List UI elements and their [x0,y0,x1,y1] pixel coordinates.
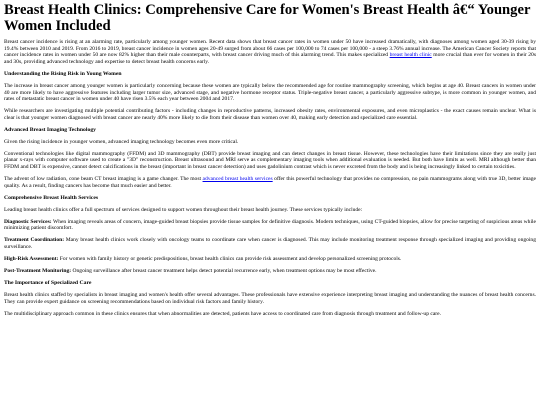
service-text: When imaging reveals areas of concern, image-guided breast biopsies provide tissue samples for definitive diagnosis. Modern techniques, using CT-guided biopsies, allow for precise targeting of suspicious areas while minimizing patient discomfort. [4,218,536,232]
service-item [4,237,536,250]
breast-health-clinic-link[interactable]: breast health clinic [389,52,432,59]
page-title: Breast Health Clinics: Comprehensive Care for Women's Breast Health â€“ Younger Women Included [4,2,531,34]
section-heading-imaging: Advanced Breast Imaging Technology [4,126,97,133]
risk-paragraph-1: The increase in breast cancer among younger women is particularly concerning because these women are typically below the recommended age for routine mammography screening, which begins at age 40. Breast cancers in women under 40 are more likely to have aggressive features including larger tumor size, advanced stage, and negative hormone receptor status. Triple-negative breast cancer, a particularly aggressive subtype, is more common in younger women, and rates of metastatic breast cancer in women under 40 have risen 3.5% each year between 2004 and 2017. [4,82,536,103]
service-label: Post-Treatment Monitoring: [4,267,72,274]
service-label: Treatment Coordination: [4,237,65,244]
risk-paragraph-2: While researchers are investigating multiple potential contributing factors - including changes in reproductive patterns, increased obesity rates, environmental exposures, and even microplastics - the exact causes remain unclear. What is clear is that younger women diagnosed with breast cancer are nearly 40% more likely to die from their disease than women over 40, making early detection and specialized care essential. [4,108,536,121]
service-text: Many breast health clinics work closely with oncology teams to coordinate care when cancer is diagnosed. This may include monitoring treatment response through specialized imaging and providing ongoing surveillance. [4,237,536,250]
service-text: Ongoing surveillance after breast cancer treatment helps detect potential recurrence early, when treatment options may be most effective. [71,267,377,274]
section-heading-risk: Understanding the Rising Risk in Young Women [4,70,122,77]
service-item [4,268,536,275]
imaging-text-end: offer this powerful technology that provides no compression, no pain mammograms along with true 3D, better image quality. As a result, finding cancers has become that much easier and better. [4,176,536,189]
services-intro: Leading breast health clinics offer a full spectrum of services designed to support women throughout their breast health journey. These services typically include: [4,206,363,213]
section-heading-services: Comprehensive Breast Health Services [4,194,99,201]
imaging-paragraph-3 [4,176,536,189]
intro-paragraph [4,39,536,65]
service-item [4,219,536,232]
imaging-paragraph-2: Conventional technologies like digital mammography (FFDM) and 3D mammography (DBT) provide breast imaging and can detect changes in breast tissue. However, these technologies have their limitations since they are really just planar x-rays with computer software used to create a "3D" reconstruction. Breast ultrasound and MRI serve as complementary imaging tools when additional evaluation is needed. But both have limits as well. MRI although better than FFDM and DBT is expensive, cannot detect calcifications in the breast (important in breast cancer detection) and uses gadolinium contrast which is never excreted from the body and is being increasingly linked to certain toxicities. [4,150,536,171]
intro-text: Breast cancer incidence is rising at an alarming rate, particularly among younger women. Recent data shows that breast cancer rates in women under 50 have increased dramatically, with diagnoses among women aged 30-39 rising by 19.4% between 2010 and 2019. From 2016 to 2019, breast cancer incidence in women ages 20-49 surged from about 66 cases per 100,000 to 74 cases per 100,000 - a steep 3.76% annual increase. The American Cancer Society reports that cancer incidence rates in women under 50 are now 82% higher than their male counterparts, with breast cancer driving much of this alarming trend. This makes specialized [4,39,536,59]
imaging-paragraph-1: Given the rising incidence in younger women, advanced imaging technology becomes even more critical. [4,138,239,145]
service-label: Diagnostic Services: [4,218,52,225]
intro-text-end: more crucial than ever for women in their 20s and 30s, providing advanced technology and expertise to detect breast health concerns early. [4,52,536,65]
imaging-text: The advent of low radiation, cone beam CT breast imaging is a game changer. The most [4,176,203,183]
service-item [4,256,536,263]
importance-paragraph-1: Breast health clinics staffed by specialists in breast imaging and women's health offer several advantages. These professionals have extensive experience interpreting breast imaging and understanding the nuances of breast health concerns. They can provide expert guidance on screening recommendations based on individual risk factors and family history. [4,292,536,305]
advanced-breast-health-services-link[interactable]: advanced breast health services [202,176,273,183]
service-label: High-Risk Assessment: [4,255,59,262]
section-heading-importance: The Importance of Specialized Care [4,279,92,286]
importance-paragraph-2: The multidisciplinary approach common in these clinics ensures that when abnormalities are detected, patients have access to coordinated care from diagnosis through treatment and follow-up care. [4,310,441,317]
service-text: For women with family history or genetic predispositions, breast health clinics can provide risk assessment and develop personalized screening protocols. [58,255,402,262]
